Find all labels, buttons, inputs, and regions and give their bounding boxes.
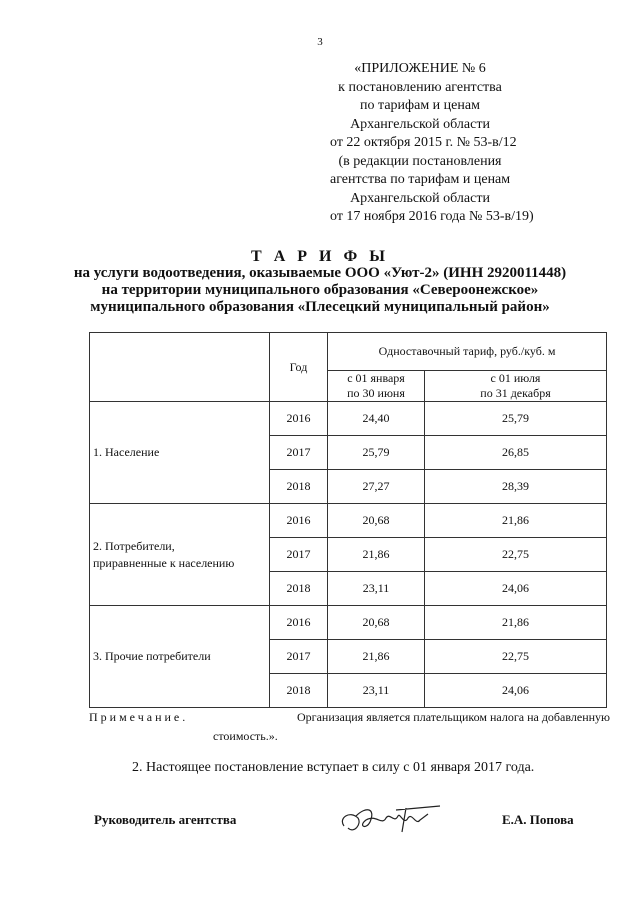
- year-cell: 2018: [270, 572, 328, 606]
- tariff-period-1-cell: 20,68: [328, 606, 425, 640]
- note: [89, 708, 610, 746]
- header-tariff: Одноставочный тариф, руб./куб. м: [328, 333, 607, 371]
- category-label: 2. Потребители,: [93, 538, 175, 553]
- appendix-line: от 22 октября 2015 г. № 53-в/12: [330, 135, 517, 150]
- year-cell: 2016: [270, 504, 328, 538]
- category-label: 3. Прочие потребители: [93, 649, 211, 663]
- table-row: [90, 606, 607, 640]
- tariff-period-2-cell: 24,06: [425, 674, 607, 708]
- appendix-line: по тарифам и ценам: [360, 98, 480, 113]
- category-label: приравненные к населению: [93, 555, 235, 570]
- period-2-to: по 31 декабря: [480, 386, 551, 400]
- note-label: Примечание.: [89, 710, 189, 724]
- tariff-period-2-cell: 21,86: [425, 606, 607, 640]
- appendix-line: «ПРИЛОЖЕНИЕ № 6: [354, 61, 486, 76]
- year-cell: 2017: [270, 538, 328, 572]
- year-cell: 2017: [270, 640, 328, 674]
- title-line: на территории муниципального образования «Североонежское»: [101, 282, 539, 298]
- table-header-row: [90, 333, 607, 371]
- category-label: 1. Население: [93, 445, 160, 459]
- tariff-period-2-cell: 24,06: [425, 572, 607, 606]
- tariff-period-2-cell: 22,75: [425, 538, 607, 572]
- document-title: [0, 248, 640, 316]
- tariff-period-1-cell: 23,11: [328, 572, 425, 606]
- period-1-from: с 01 января: [347, 371, 405, 385]
- year-cell: 2016: [270, 402, 328, 436]
- appendix-line: от 17 ноября 2016 года № 53-в/19): [330, 209, 534, 224]
- tariff-period-2-cell: 22,75: [425, 640, 607, 674]
- year-cell: 2018: [270, 470, 328, 504]
- signatory-name: Е.А. Попова: [502, 812, 574, 827]
- signatory-role: Руководитель агентства: [94, 812, 237, 827]
- period-2-from: с 01 июля: [490, 371, 541, 385]
- tariff-period-1-cell: 25,79: [328, 436, 425, 470]
- tariff-period-1-cell: 24,40: [328, 402, 425, 436]
- tariff-period-2-cell: 26,85: [425, 436, 607, 470]
- tariff-period-1-cell: 21,86: [328, 538, 425, 572]
- table-row: [90, 402, 607, 436]
- tariff-period-1-cell: 27,27: [328, 470, 425, 504]
- effective-date-clause: 2. Настоящее постановление вступает в силу с 01 января 2017 года.: [132, 760, 535, 775]
- appendix-line: агентства по тарифам и ценам: [330, 172, 511, 187]
- title-line: на услуги водоотведения, оказываемые ООО «Уют-2» (ИНН 2920011448): [73, 265, 567, 281]
- note-text-continued: стоимость.».: [213, 729, 278, 743]
- note-text: Организация является плательщиком налога на добавленную: [297, 710, 610, 724]
- tariff-period-1-cell: 23,11: [328, 674, 425, 708]
- tariff-table: [89, 332, 607, 708]
- tariff-period-2-cell: 25,79: [425, 402, 607, 436]
- tariff-period-1-cell: 20,68: [328, 504, 425, 538]
- category-cell: [90, 402, 270, 504]
- category-cell: [90, 504, 270, 606]
- table-row: [90, 504, 607, 538]
- tariff-period-1-cell: 21,86: [328, 640, 425, 674]
- appendix-line: Архангельской области: [350, 190, 490, 206]
- year-cell: 2016: [270, 606, 328, 640]
- year-cell: 2018: [270, 674, 328, 708]
- period-1-to: по 30 июня: [347, 386, 405, 400]
- tariff-period-2-cell: 28,39: [425, 470, 607, 504]
- handwritten-signature: [336, 796, 446, 844]
- appendix-line: (в редакции постановления: [338, 153, 502, 169]
- page-number: 3: [317, 36, 323, 48]
- appendix-line: к постановлению агентства: [338, 79, 502, 95]
- appendix-header: [330, 60, 534, 227]
- year-cell: 2017: [270, 436, 328, 470]
- note-line: [89, 708, 610, 727]
- header-year: Год: [270, 333, 328, 402]
- header-period-2: [425, 371, 607, 402]
- tariff-period-2-cell: 21,86: [425, 504, 607, 538]
- header-period-1: [328, 371, 425, 402]
- table-body: [90, 402, 607, 708]
- appendix-line: Архангельской области: [350, 116, 490, 132]
- title-line: муниципального образования «Плесецкий муниципальный район»: [90, 299, 550, 315]
- title-heading: Т А Р И Ф Ы: [251, 248, 389, 265]
- category-cell: [90, 606, 270, 708]
- header-category-cell: [90, 333, 270, 402]
